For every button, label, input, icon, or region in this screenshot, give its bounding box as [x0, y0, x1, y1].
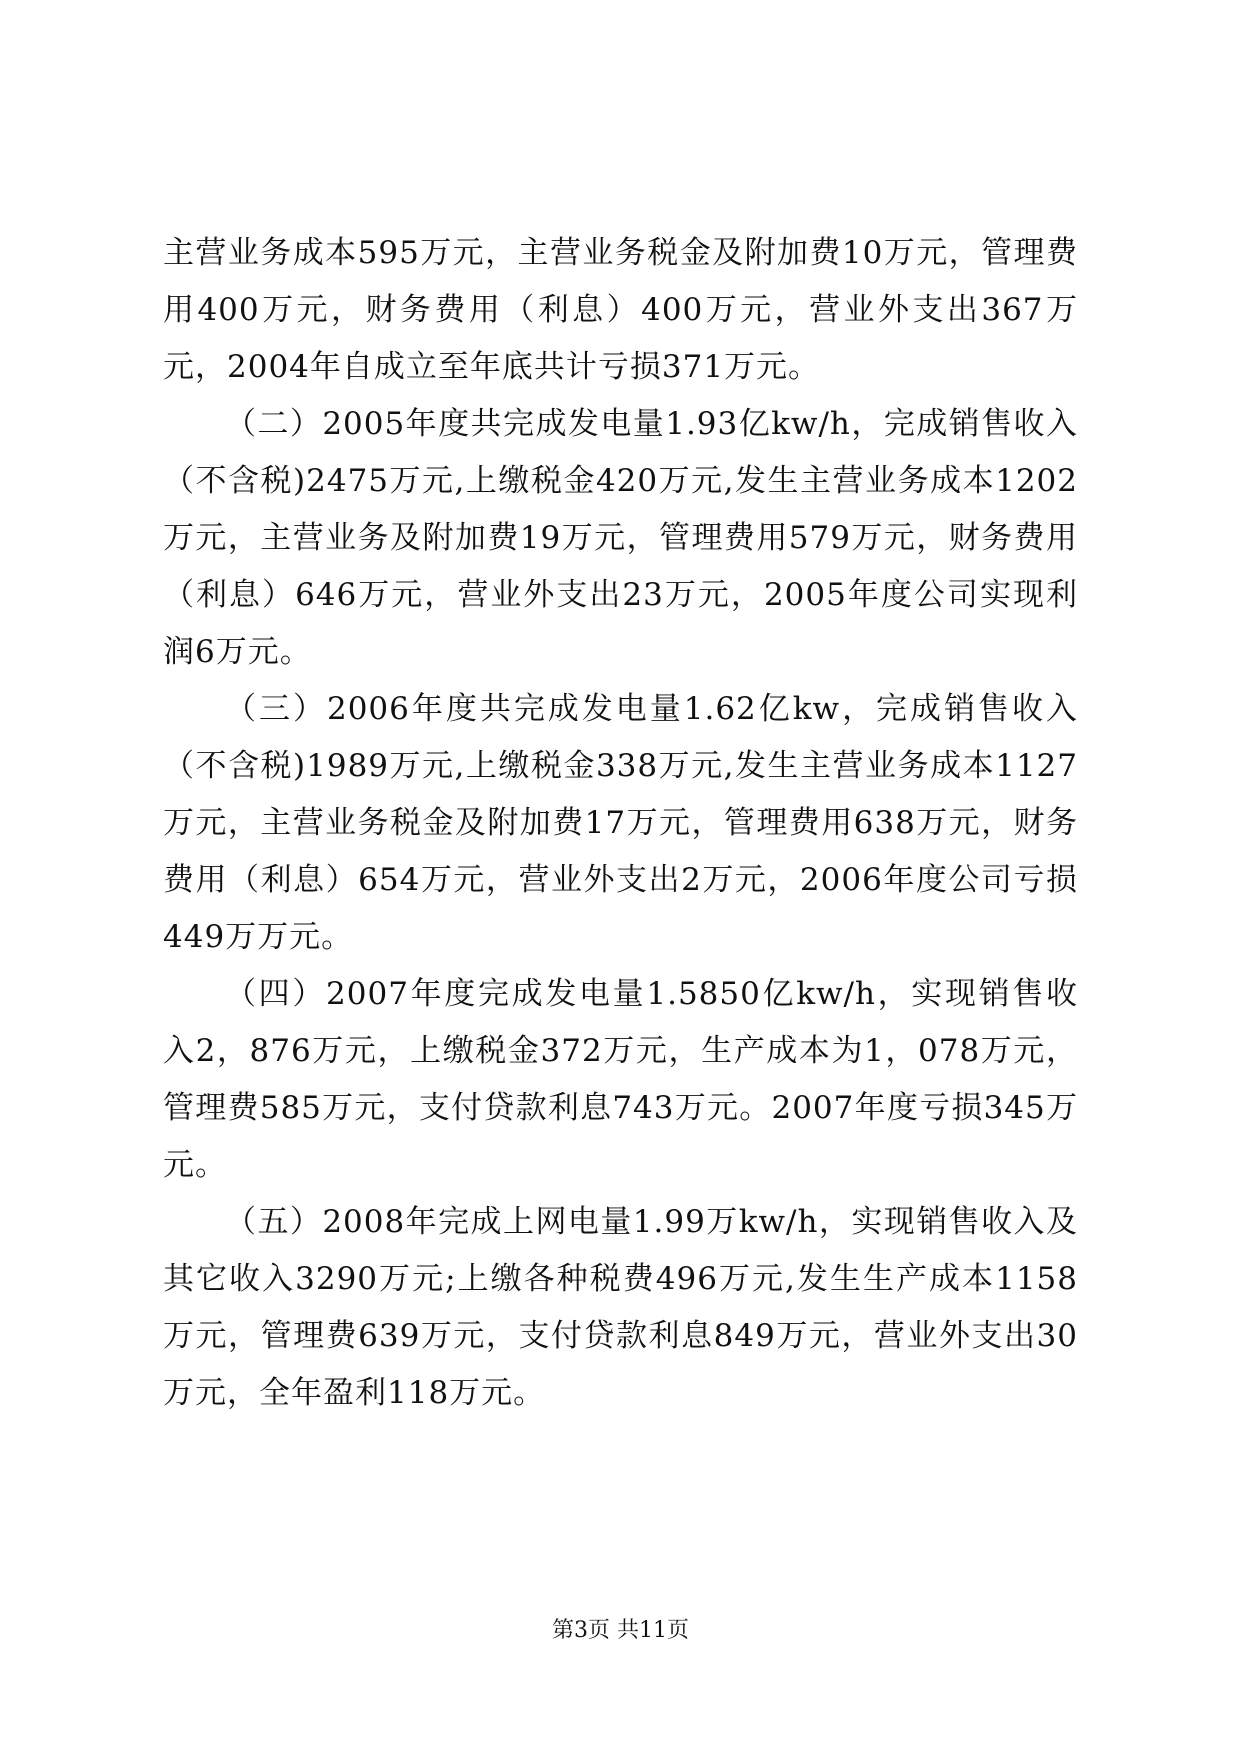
- paragraph-continued-2004: 主营业务成本595万元，主营业务税金及附加费10万元，管理费用400万元，财务费用（利息）400万元，营业外支出367万元，2004年自成立至年底共计亏损371万元。: [163, 235, 1078, 385]
- page-number-footer: 第3页 共11页: [552, 1618, 689, 1643]
- paragraph-2005: （二）2005年度共完成发电量1.93亿kw/h，完成销售收入（不含税)2475万元,上缴税金420万元,发生主营业务成本1202万元，主营业务及附加费19万元，管理费用579万元，财务费用（利息）646万元，营业外支出23万元，2005年度公司实现利润6万元。: [163, 406, 1078, 670]
- paragraph-2007: （四）2007年度完成发电量1.5850亿kw/h，实现销售收入2，876万元，上缴税金372万元，生产成本为1，078万元，管理费585万元，支付贷款利息743万元。2007年度亏损345万元。: [163, 976, 1078, 1183]
- paragraph-2008: （五）2008年完成上网电量1.99万kw/h，实现销售收入及其它收入3290万元;上缴各种税费496万元,发生生产成本1158万元，管理费639万元，支付贷款利息849万元，营业外支出30万元，全年盈利118万元。: [163, 1204, 1078, 1411]
- paragraph-2006: （三）2006年度共完成发电量1.62亿kw，完成销售收入（不含税)1989万元,上缴税金338万元,发生主营业务成本1127万元，主营业务税金及附加费17万元，管理费用638万元，财务费用（利息）654万元，营业外支出2万元，2006年度公司亏损449万万元。: [163, 691, 1078, 955]
- document-body: [163, 225, 1078, 1422]
